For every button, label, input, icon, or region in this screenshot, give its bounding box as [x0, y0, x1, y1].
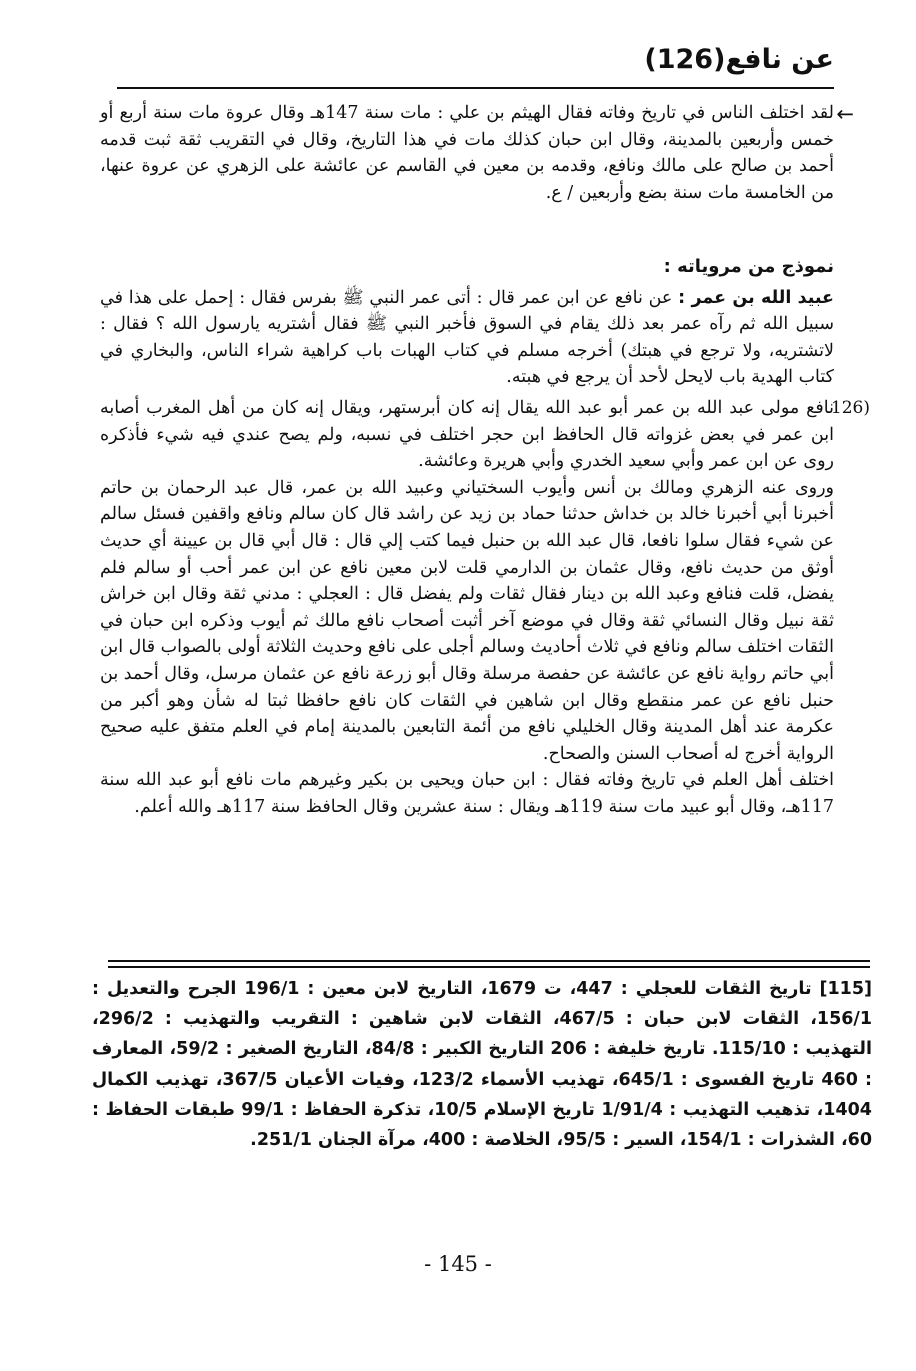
page-number: - 145 -: [424, 1252, 492, 1276]
continued-note: لقد اختلف الناس في تاريخ وفاته فقال الهيثم بن علي : مات سنة 147هـ وقال عروة مات سنة أربع أو خمس وأربعين بالمدينة، وقال ابن حبان كذلك مات في هذا التاريخ، وقال في التقريب ثقة ثبت قدمه أحمد بن صالح على مالك ونافع، وقدمه بن معين في القاسم عن عائشة على الزهري عن عروة عنها، من الخامسة مات سنة بضع وأربعين / ع.: [100, 103, 834, 203]
footnote-separator: [108, 960, 870, 972]
footnotes: [92, 974, 872, 1155]
biography-entry: [100, 395, 870, 475]
footnote-text: تاريخ الثقات للعجلي : 447، ت 1679، التاريخ لابن معين : 196/1 الجرح والتعديل : 156/1، الثقات لابن حبان : 467/5، الثقات لابن شاهين : التقريب والتهذيب : 296/2، التهذيب : 115/10. تاريخ خليفة : 206 التاريخ الكبير : 84/8، التاريخ الصغير : 59/2، المعارف : 460 تاريخ الفسوى : 645/1، تهذيب الأسماء 123/2، وفيات الأعيان 367/5، تهذيب الكمال 1404، تذهيب التهذيب : 1/91/4 تاريخ الإسلام 10/5، تذكرة الحفاظ : 99/1 طبقات الحفاظ : 60، الشذرات : 154/1، السير : 95/5، الخلاصة : 400، مرآة الجنان 251/1.: [92, 979, 873, 1151]
entry-paragraph-2: وروى عنه الزهري ومالك بن أنس وأيوب السختياني وعبيد الله بن عمر، قال عبد الرحمان بن حاتم أخبرنا أبي أخبرنا خالد بن خداش حدثنا حماد بن زيد عن راشد قال كان سالم ونافع واقفين فسئل سالم عن شيء فقال سلوا نافعا، قال عبد الله بن حنبل فيما كتب إلي قال : قال أبي قال بن عيينة أي حديث أوثق من حديث نافع، وقال عثمان بن الدارمي قلت لابن معين نافع عن ابن عمر أحب أو سالم فلم يفضل، قلت فنافع وعبد الله بن دينار فقال ثقات ولم يفضل قال : العجلي : مدني ثقة وقال ابن خراش ثقة نبيل وقال النسائي ثقة وقال في موضع آخر أثبت أصحاب نافع مالك ثم أيوب وذكره ابن حبان في الثقات اختلف سالم ونافع في ثلاث أحاديث وسالم أجلى على نافع وحديث الثلاثة أولى بالصواب قال ابن أبي حاتم رواية نافع عن عائشة عن حفصة مرسلة وقال أبو زرعة نافع عن عثمان مرسل، وقال أحمد بن حنبل نافع عن عمر منقطع وقال ابن شاهين في الثقات كان نافع حافظا ثبتا له شأن وهو أكبر من عكرمة عند أهل المدينة وقال الخليلي نافع من أئمة التابعين بالمدينة إمام في العلم متفق عليه صحيح الرواية أخرج له أصحاب السنن والصحاح.: [100, 477, 834, 764]
header-rule: [117, 87, 834, 89]
running-title: عن نافع(126): [644, 44, 834, 75]
entry-paragraph-1: نافع مولى عبد الله بن عمر أبو عبد الله يقال إنه كان أبرستهر، ويقال إنه كان من أهل المغرب أصابه ابن عمر في بعض غزواته قال الحافظ ابن حجر اختلف في نسبه، ولم يصح عندي فيه شيء فأذكره روى عن ابن عمر وأبي سعيد الخدري وأبي هريرة وعائشة.: [100, 397, 834, 472]
left-arrow-icon: ←: [836, 102, 854, 126]
narration-paragraph: [100, 285, 834, 391]
entry-paragraph-3: اختلف أهل العلم في تاريخ وفاته فقال : ابن حبان ويحيى بن بكير وغيرهم مات نافع أبو عبد الله سنة 117هـ، وقال أبو عبيد مات سنة 119هـ ويقال : سنة عشرين وقال الحافظ سنة 117هـ والله أعلم.: [100, 770, 834, 817]
narration-text: عن نافع عن ابن عمر قال : أتى عمر النبي ﷺ بفرس فقال : إحمل على هذا في سبيل الله ثم رآه عمر بعد ذلك يقام في السوق فأخبر النبي ﷺ فقال أشتريه يارسول الله ؟ فقال : لاتشتريه، ولا ترجع في هبتك) أخرجه مسلم في كتاب الهبات باب كراهية شراء الناس، والبخاري في كتاب الهدية باب لايحل لأحد أن يرجع في هبته.: [100, 287, 834, 388]
entry-number: 126): [830, 397, 870, 418]
narrator-name: عبيد الله بن عمر :: [678, 287, 835, 308]
main-text: [100, 254, 870, 820]
footnote-number: [115]: [819, 979, 873, 999]
section-heading: نموذج من مروياته :: [663, 256, 834, 277]
